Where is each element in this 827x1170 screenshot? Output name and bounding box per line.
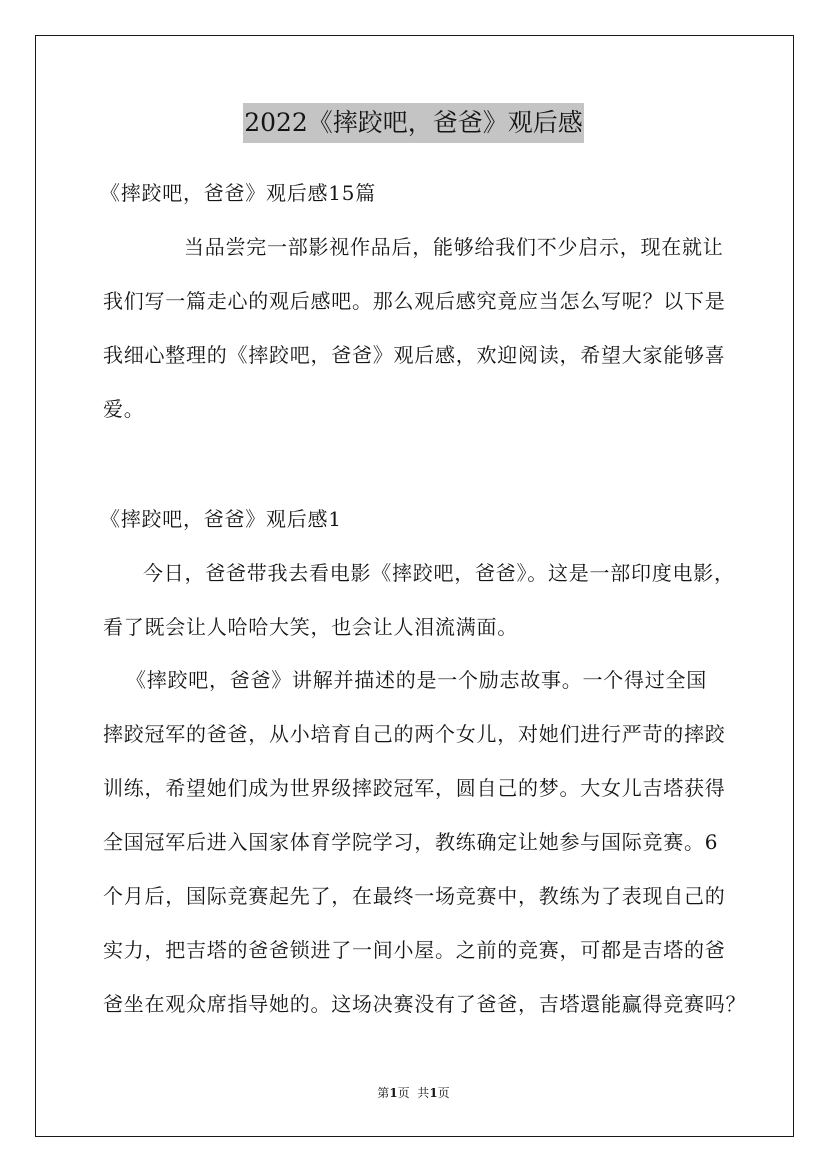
section-heading: 《摔跤吧，爸爸》观后感1	[100, 507, 342, 531]
page-footer	[0, 1085, 827, 1101]
current-page-number: 1	[389, 1086, 398, 1100]
intro-line-2: 我们写一篇走心的观后感吧。那么观后感究竟应当怎么写呢？以下是	[103, 289, 726, 313]
body-line-6: 全国冠军后进入国家体育学院学习，教练确定让她参与国际竞赛。6	[103, 830, 719, 854]
body-line-2: 看了既会让人哈哈大笑，也会让人泪流满面。	[103, 615, 518, 639]
footer-suffix: 页	[437, 1086, 450, 1100]
intro-line-1: 当品尝完一部影视作品后，能够给我们不少启示，现在就让	[184, 235, 724, 259]
body-line-4: 摔跤冠军的爸爸，从小培育自己的两个女儿，对她们进行严苛的摔跤	[103, 722, 726, 746]
body-line-3: 《摔跤吧，爸爸》讲解并描述的是一个励志故事。一个得过全国	[126, 668, 707, 692]
document-subtitle: 《摔跤吧，爸爸》观后感15篇	[100, 181, 376, 205]
body-line-8: 实力，把吉塔的爸爸锁进了一间小屋。之前的竞赛，可都是吉塔的爸	[103, 938, 726, 962]
footer-middle: 页 共	[397, 1086, 430, 1100]
total-pages-number: 1	[429, 1086, 438, 1100]
body-line-9: 爸坐在观众席指导她的。这场决赛没有了爸爸，吉塔還能赢得竞赛吗？	[103, 992, 747, 1016]
intro-line-3: 我细心整理的《摔跤吧，爸爸》观后感，欢迎阅读，希望大家能够喜	[103, 343, 726, 367]
title-container	[0, 103, 827, 143]
body-line-5: 训练，希望她们成为世界级摔跤冠军，圆自己的梦。大女儿吉塔获得	[103, 776, 726, 800]
body-line-1: 今日，爸爸带我去看电影《摔跤吧，爸爸》。这是一部印度电影，	[143, 561, 735, 585]
body-line-7: 个月后，国际竞赛起先了，在最终一场竞赛中，教练为了表现自己的	[103, 884, 726, 908]
footer-prefix: 第	[377, 1086, 390, 1100]
intro-line-4: 爱。	[103, 397, 145, 421]
document-title: 2022《摔跤吧，爸爸》观后感	[243, 103, 584, 143]
